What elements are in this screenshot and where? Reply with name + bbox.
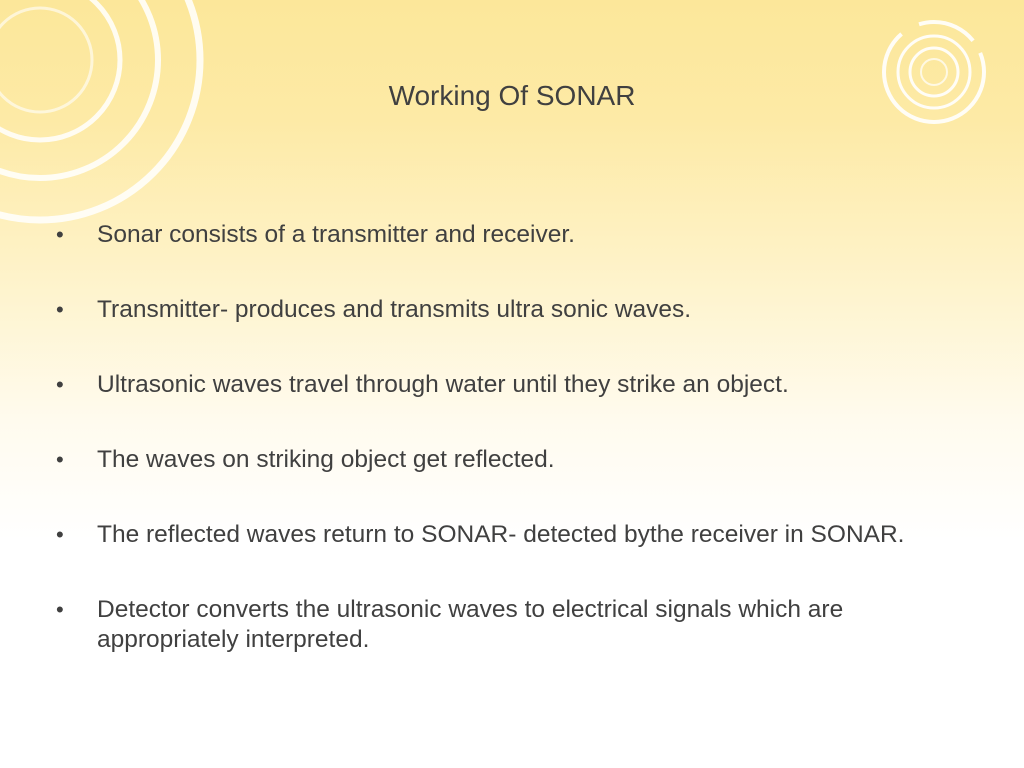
bullet-text: The reflected waves return to SONAR- detected bythe receiver in SONAR. <box>97 521 905 548</box>
bullet-dot: • <box>56 447 64 472</box>
slide-title: Working Of SONAR <box>388 80 636 111</box>
bullet-item <box>56 445 936 475</box>
bullet-dot: • <box>56 597 64 622</box>
bullet-dot: • <box>56 297 64 322</box>
bullet-item <box>56 220 936 250</box>
bullet-dot: • <box>56 372 64 397</box>
bullet-list <box>56 220 936 700</box>
bullet-dot: • <box>56 222 64 247</box>
bullet-text: Detector converts the ultrasonic waves to electrical signals which are appropriately interpreted. <box>97 596 844 653</box>
bullet-text: Transmitter- produces and transmits ultra sonic waves. <box>97 296 692 323</box>
bullet-text: Sonar consists of a transmitter and receiver. <box>97 221 575 248</box>
bullet-item <box>56 370 936 400</box>
bullet-dot: • <box>56 522 64 547</box>
bullet-item <box>56 295 936 325</box>
ring-left-inner <box>0 0 120 140</box>
bullet-text: The waves on striking object get reflected. <box>97 446 555 473</box>
bullet-item <box>56 520 936 550</box>
bullet-text: Ultrasonic waves travel through water until they strike an object. <box>97 371 789 398</box>
bullet-item <box>56 595 936 655</box>
